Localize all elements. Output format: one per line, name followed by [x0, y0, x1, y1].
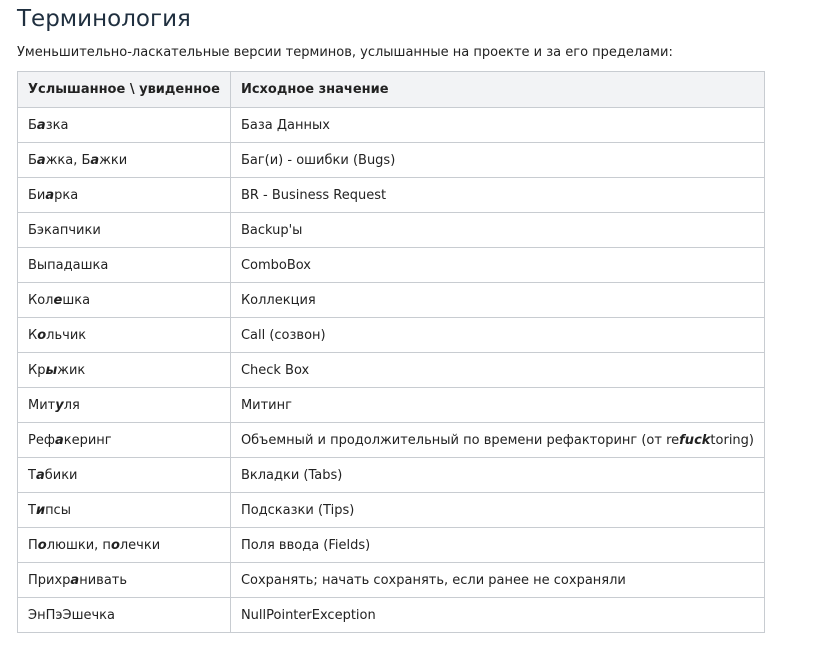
term-text: Би [28, 187, 46, 203]
column-header-meaning: Исходное значение [230, 72, 764, 108]
term-cell [18, 108, 231, 143]
term-text: керинг [63, 432, 112, 448]
meaning-text: Сохранять; начать сохранять, если ранее не сохраняли [240, 572, 626, 588]
meaning-cell [230, 143, 764, 178]
meaning-text: База Данных [240, 117, 330, 133]
term-text: Мит [28, 397, 56, 413]
column-header-heard: Услышанное \ увиденное [18, 72, 231, 108]
meaning-cell [230, 283, 764, 318]
meaning-cell [230, 353, 764, 388]
term-text: рка [54, 187, 79, 203]
term-cell [18, 528, 231, 563]
table-row [18, 528, 765, 563]
table-row [18, 493, 765, 528]
meaning-cell [230, 598, 764, 633]
term-cell [18, 213, 231, 248]
meaning-text: Check Box [240, 362, 310, 378]
table-row [18, 423, 765, 458]
term-cell [18, 388, 231, 423]
term-text: ЭнПэЭшечка [28, 607, 115, 623]
meaning-cell [230, 248, 764, 283]
term-emphasis: а [45, 187, 55, 203]
meaning-cell [230, 178, 764, 213]
meaning-text: Backup'ы [240, 222, 303, 238]
meaning-cell [230, 563, 764, 598]
meaning-cell [230, 458, 764, 493]
table-row [18, 143, 765, 178]
term-text: Кол [28, 292, 54, 308]
meaning-text: Call (созвон) [240, 327, 326, 343]
meaning-cell [230, 213, 764, 248]
term-emphasis: а [36, 117, 46, 133]
term-text: Реф [28, 432, 55, 448]
table-row [18, 458, 765, 493]
meaning-text: ComboBox [240, 257, 312, 273]
meaning-cell [230, 108, 764, 143]
meaning-text: Вкладки (Tabs) [240, 467, 343, 483]
term-cell [18, 283, 231, 318]
term-emphasis: а [90, 152, 100, 168]
page-title: Терминология [17, 6, 191, 32]
table-row [18, 108, 765, 143]
term-text: жик [57, 362, 86, 378]
table-row [18, 178, 765, 213]
term-emphasis: е [53, 292, 63, 308]
term-text: Т [28, 502, 36, 518]
meaning-cell [230, 423, 764, 458]
term-text: шка [62, 292, 91, 308]
term-cell [18, 493, 231, 528]
meaning-text: Митинг [240, 397, 292, 413]
term-cell [18, 563, 231, 598]
meaning-cell [230, 318, 764, 353]
terminology-table [17, 71, 765, 633]
meaning-text: Объемный и продолжительный по времени рефакторинг (от re [240, 432, 680, 448]
term-emphasis: у [55, 397, 64, 413]
table-row [18, 213, 765, 248]
table-row [18, 248, 765, 283]
term-cell [18, 248, 231, 283]
term-cell [18, 353, 231, 388]
term-cell [18, 178, 231, 213]
term-text: ля [63, 397, 80, 413]
table-row [18, 563, 765, 598]
intro-text: Уменьшительно-ласкательные версии терминов, услышанные на проекте и за его пределами: [17, 45, 673, 60]
meaning-text: toring) [710, 432, 754, 448]
table-row [18, 318, 765, 353]
term-emphasis: а [35, 467, 45, 483]
term-text: бики [44, 467, 78, 483]
table-row [18, 283, 765, 318]
meaning-cell [230, 388, 764, 423]
term-emphasis: а [70, 572, 80, 588]
term-text: лечки [119, 537, 161, 553]
meaning-text: Подсказки (Tips) [240, 502, 355, 518]
meaning-text: Баг(и) - ошибки (Bugs) [240, 152, 396, 168]
meaning-cell [230, 528, 764, 563]
term-emphasis: а [54, 432, 64, 448]
meaning-text: Коллекция [240, 292, 316, 308]
term-text: жки [99, 152, 128, 168]
table-row [18, 353, 765, 388]
term-cell [18, 598, 231, 633]
term-cell [18, 423, 231, 458]
term-text: Б [28, 117, 37, 133]
term-text: Бэкапчики [28, 222, 101, 238]
term-text: нивать [79, 572, 128, 588]
term-emphasis: а [36, 152, 46, 168]
term-emphasis: ы [45, 362, 58, 378]
term-text: П [28, 537, 38, 553]
meaning-text: Поля ввода (Fields) [240, 537, 371, 553]
term-text: Прихр [28, 572, 71, 588]
table-row [18, 388, 765, 423]
term-text: Кр [28, 362, 46, 378]
meaning-cell [230, 493, 764, 528]
term-text: люшки, п [46, 537, 111, 553]
table-header-row [18, 72, 765, 108]
table-body [18, 108, 765, 633]
term-emphasis: о [110, 537, 120, 553]
term-text: К [28, 327, 38, 343]
term-emphasis: о [37, 327, 47, 343]
term-text: Б [28, 152, 37, 168]
meaning-emphasis: fuck [679, 432, 711, 448]
term-cell [18, 143, 231, 178]
term-text: Т [28, 467, 36, 483]
term-emphasis: о [37, 537, 47, 553]
term-cell [18, 318, 231, 353]
term-emphasis: и [35, 502, 46, 518]
term-text: зка [45, 117, 69, 133]
term-cell [18, 458, 231, 493]
term-text: псы [45, 502, 71, 518]
term-text: льчик [46, 327, 87, 343]
term-text: Выпадашка [28, 257, 109, 273]
term-text: жка, Б [45, 152, 91, 168]
meaning-text: NullPointerException [240, 607, 376, 623]
table-row [18, 598, 765, 633]
meaning-text: BR - Business Request [240, 187, 387, 203]
